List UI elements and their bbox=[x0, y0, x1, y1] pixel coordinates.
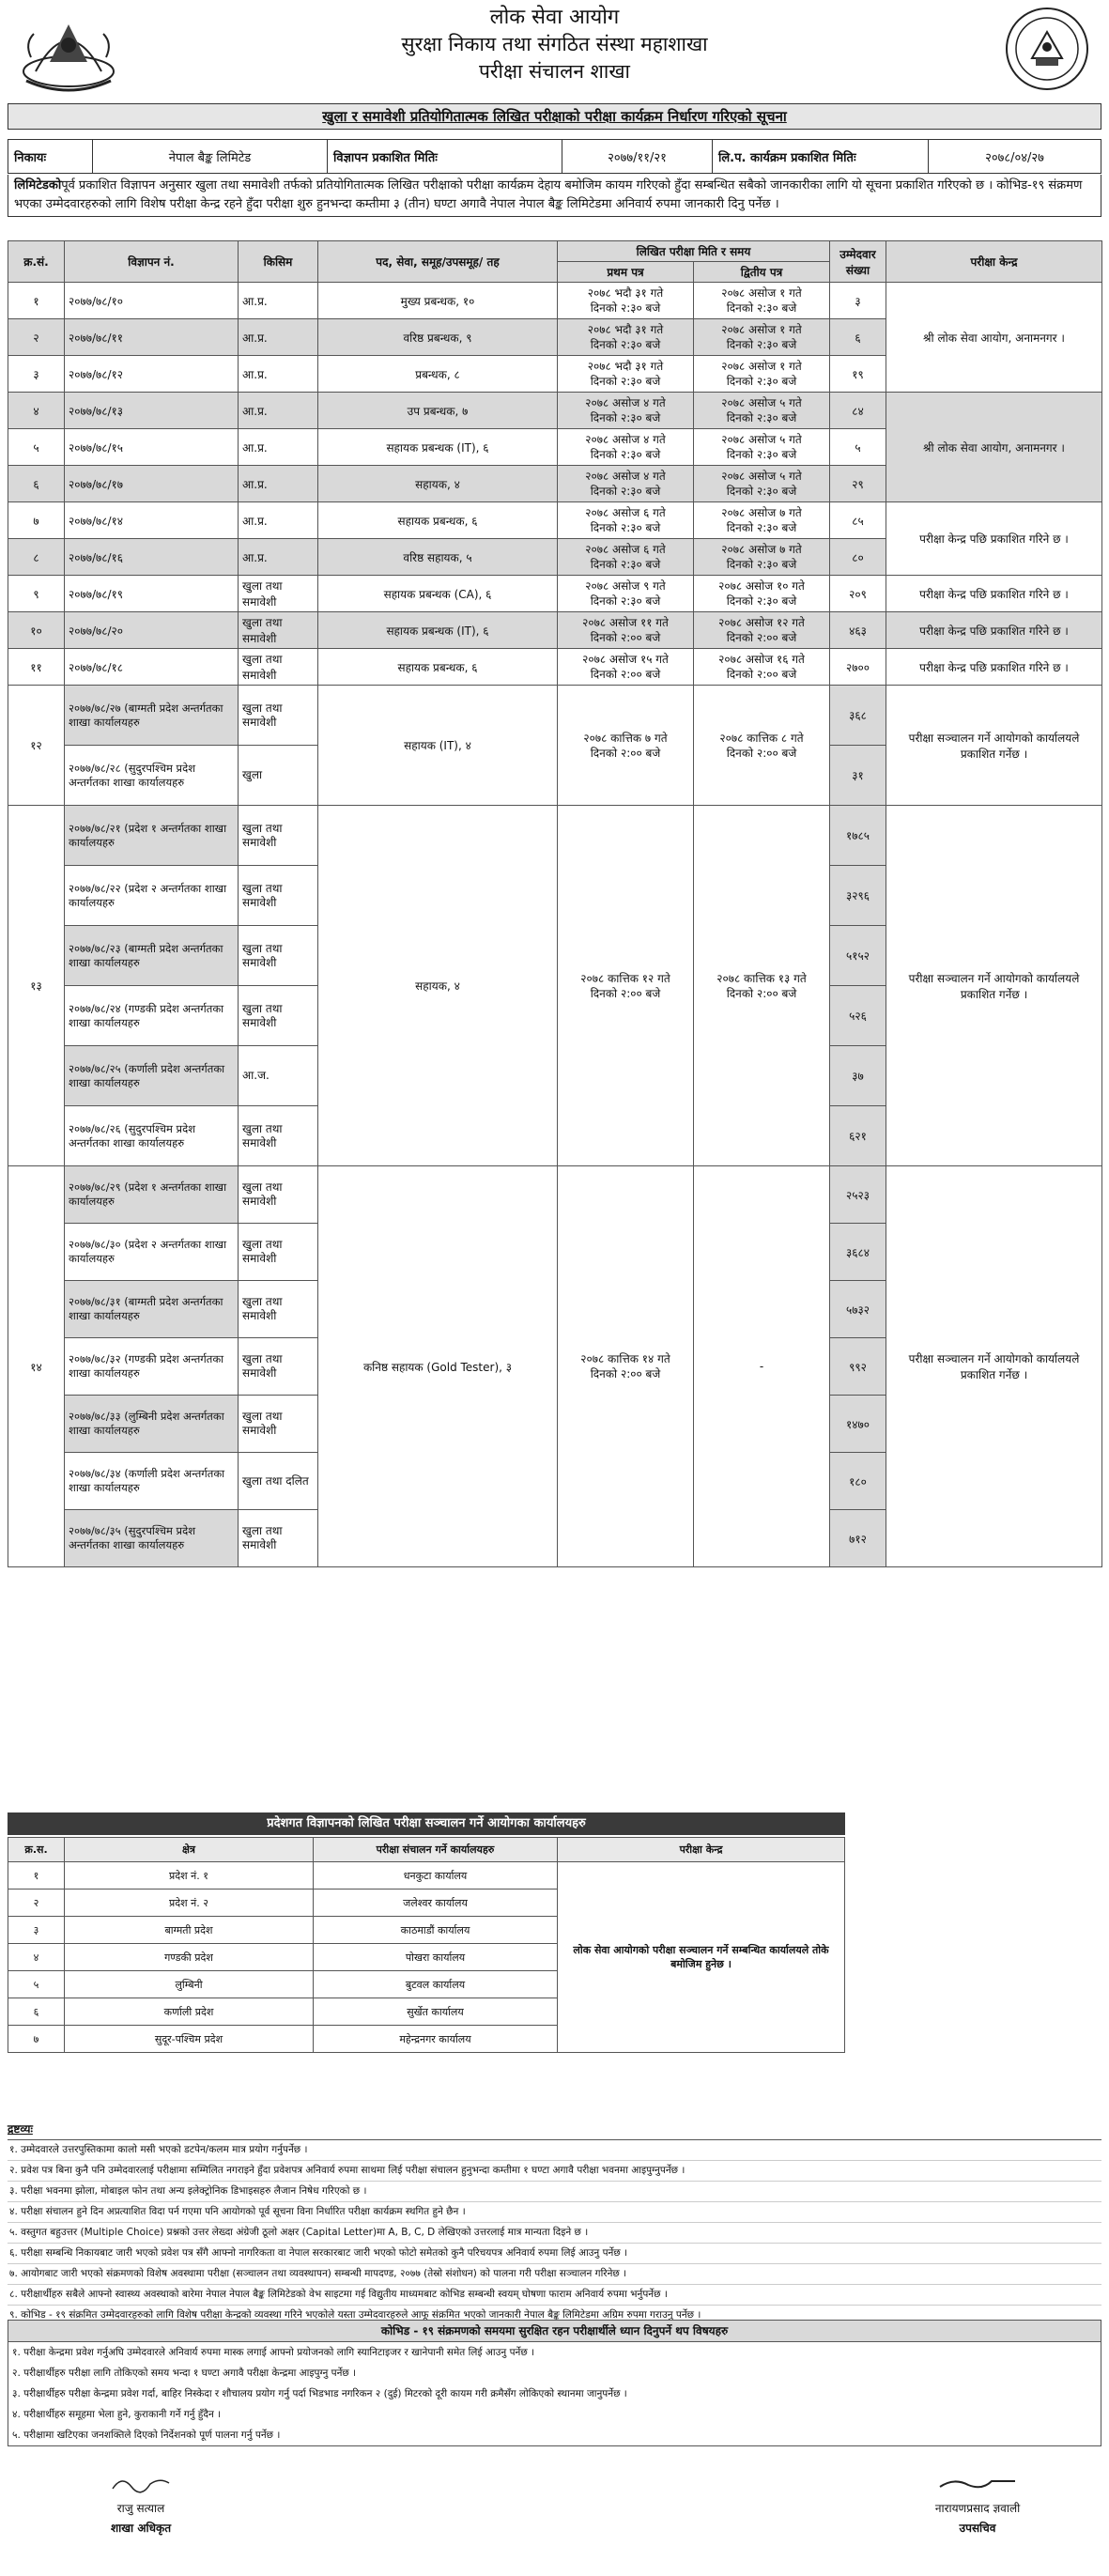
cell-count: ४६३ bbox=[830, 612, 886, 649]
prov-cell-sn: ५ bbox=[8, 1971, 65, 1998]
cell-count: ३६८ bbox=[830, 686, 886, 746]
table-row bbox=[8, 283, 1102, 319]
note-item: १. उम्मेदवारले उत्तरपुस्तिकामा कालो मसी भएको डटपेन/कलम मात्र प्रयोग गर्नुपर्नेछ । bbox=[8, 2140, 1101, 2161]
prov-cell-sn: ३ bbox=[8, 1917, 65, 1944]
covid-item: २. परीक्षार्थीहरु परीक्षा लागि तोकिएको समय भन्दा १ घण्टा अगावै परीक्षा केन्द्रमा आइपुग्नु पर्नेछ । bbox=[12, 2368, 357, 2379]
cell-paper2: २०७८ असोज १२ गते दिनको २:०० बजे bbox=[694, 612, 830, 649]
cell-adv: २०७७/७८/२८ (सुदुरपश्चिम प्रदेश अन्तर्गतका शाखा कार्यालयहरु bbox=[65, 746, 239, 806]
col-paper1: प्रथम पत्र bbox=[558, 262, 694, 283]
cell-sn: ८ bbox=[8, 539, 65, 576]
table-row bbox=[8, 649, 1102, 686]
col-sn: क्र.सं. bbox=[8, 241, 65, 283]
cell-count: ८५ bbox=[830, 502, 886, 539]
adv-date-label: विज्ञापन प्रकाशित मितिः bbox=[328, 140, 562, 174]
prov-cell-sn: २ bbox=[8, 1890, 65, 1917]
prov-cell-office: सुर्खेत कार्यालय bbox=[314, 1998, 558, 2026]
prov-cell-sn: ४ bbox=[8, 1944, 65, 1971]
division-title: सुरक्षा निकाय तथा संगठित संस्था महाशाखा bbox=[401, 33, 708, 55]
prov-cell-center: लोक सेवा आयोगको परीक्षा सञ्चालन गर्ने सम्बन्धित कार्यालयले तोके बमोजिम हुनेछ । bbox=[558, 1862, 845, 2053]
table-row bbox=[8, 576, 1102, 612]
cell-count: २०९ bbox=[830, 576, 886, 612]
cell-paper1: २०७८ असोज ४ गते दिनको २:३० बजे bbox=[558, 466, 694, 502]
cell-type: खुला bbox=[239, 746, 318, 806]
cell-type: खुला तथा समावेशी bbox=[239, 1510, 318, 1567]
prov-cell-region: गण्डकी प्रदेश bbox=[65, 1944, 314, 1971]
sched-date-label: लि.प. कार्यक्रम प्रकाशित मितिः bbox=[713, 140, 929, 174]
cell-paper2: २०७८ असोज १ गते दिनको २:३० बजे bbox=[694, 319, 830, 356]
cell-count: ३ bbox=[830, 283, 886, 319]
cell-count: ३१ bbox=[830, 746, 886, 806]
cell-paper1: २०७८ भदौ ३१ गते दिनको २:३० बजे bbox=[558, 356, 694, 393]
cell-count: ५१५२ bbox=[830, 926, 886, 986]
cell-paper1: २०७८ असोज ६ गते दिनको २:३० बजे bbox=[558, 502, 694, 539]
cell-sn: १२ bbox=[8, 686, 65, 806]
cell-adv: २०७७/७८/३१ (बाग्मती प्रदेश अन्तर्गतका शाखा कार्यालयहरु bbox=[65, 1281, 239, 1338]
prov-cell-region: प्रदेश नं. २ bbox=[65, 1890, 314, 1917]
cell-paper1: २०७८ भदौ ३१ गते दिनको २:३० बजे bbox=[558, 319, 694, 356]
psc-seal-icon bbox=[1004, 6, 1090, 92]
table-row bbox=[8, 1166, 1102, 1224]
prov-col-region: क्षेत्र bbox=[65, 1838, 314, 1862]
col-paper2: द्वितीय पत्र bbox=[694, 262, 830, 283]
covid-item: १. परीक्षा केन्द्रमा प्रवेश गर्नुअघि उम्मेदवारले अनिवार्य रुपमा मास्क लगाई आफ्नो प्रयोजनको लागि स्यानिटाइजर र खानेपानी समेत लिई आउनु पर्नेछ । bbox=[12, 2347, 535, 2358]
cell-paper2: २०७८ असोज १० गते दिनको २:३० बजे bbox=[694, 576, 830, 612]
cell-count: ८४ bbox=[830, 393, 886, 429]
cell-adv: २०७७/७८/३२ (गण्डकी प्रदेश अन्तर्गतका शाखा कार्यालयहरु bbox=[65, 1338, 239, 1396]
cell-type: खुला तथा समावेशी bbox=[239, 866, 318, 926]
province-table-title: प्रदेशगत विज्ञापनको लिखित परीक्षा सञ्चालन गर्ने आयोगका कार्यालयहरु bbox=[8, 1812, 845, 1835]
cell-type: आ.प्र. bbox=[239, 539, 318, 576]
cell-type: खुला तथा समावेशी bbox=[239, 926, 318, 986]
cell-type: आ.प्र. bbox=[239, 356, 318, 393]
cell-adv: २०७७/७८/३३ (लुम्बिनी प्रदेश अन्तर्गतका शाखा कार्यालयहरु bbox=[65, 1396, 239, 1453]
cell-center: श्री लोक सेवा आयोग, अनामनगर । bbox=[886, 393, 1102, 502]
org-label: निकायः bbox=[8, 140, 93, 174]
cell-paper2: २०७८ असोज ५ गते दिनको २:३० बजे bbox=[694, 429, 830, 466]
prov-cell-office: पोखरा कार्यालय bbox=[314, 1944, 558, 1971]
cell-type: खुला तथा समावेशी bbox=[239, 1396, 318, 1453]
cell-type: आ.प्र. bbox=[239, 393, 318, 429]
prov-cell-region: कर्णाली प्रदेश bbox=[65, 1998, 314, 2026]
prov-col-sn: क्र.स. bbox=[8, 1838, 65, 1862]
col-adv: विज्ञापन नं. bbox=[65, 241, 239, 283]
cell-count: ६ bbox=[830, 319, 886, 356]
cell-adv: २०७७/७८/१६ bbox=[65, 539, 239, 576]
col-count: उम्मेदवार संख्या bbox=[830, 241, 886, 283]
cell-adv: २०७७/७८/३० (प्रदेश २ अन्तर्गतका शाखा कार्यालयहरु bbox=[65, 1224, 239, 1281]
cell-sn: १३ bbox=[8, 806, 65, 1166]
cell-adv: २०७७/७८/२३ (बाग्मती प्रदेश अन्तर्गतका शाखा कार्यालयहरु bbox=[65, 926, 239, 986]
cell-adv: २०७७/७८/२५ (कर्णाली प्रदेश अन्तर्गतका शाखा कार्यालयहरु bbox=[65, 1046, 239, 1106]
cell-type: खुला तथा समावेशी bbox=[239, 576, 318, 612]
cell-type: खुला तथा दलित bbox=[239, 1453, 318, 1510]
notice-title: खुला र समावेशी प्रतियोगितात्मक लिखित परीक्षाको परीक्षा कार्यक्रम निर्धारण गरिएको सूचना bbox=[8, 103, 1101, 130]
prov-cell-sn: ७ bbox=[8, 2026, 65, 2053]
cell-adv: २०७७/७८/२४ (गण्डकी प्रदेश अन्तर्गतका शाखा कार्यालयहरु bbox=[65, 986, 239, 1046]
prov-cell-office: बुटवल कार्यालय bbox=[314, 1971, 558, 1998]
cell-count: ६२१ bbox=[830, 1106, 886, 1166]
cell-count: १७८५ bbox=[830, 806, 886, 866]
info-row bbox=[8, 139, 1101, 174]
note-item: ८. परीक्षार्थीहरु सबैले आफ्नो स्वास्थ्य अवस्थाको बारेमा नेपाल नेपाल बैङ्क लिमिटेडको वेभ साइटमा गई विद्युतीय माध्यमबाट कोभिड सम्बन्धी स्वयम् घोषणा फाराम अनिवार्य रुपमा भर्नुपर्नेछ । bbox=[8, 2285, 1101, 2306]
cell-count: ५७३२ bbox=[830, 1281, 886, 1338]
cell-post: सहायक प्रबन्धक (IT), ६ bbox=[318, 612, 558, 649]
cell-paper2: २०७८ कात्तिक १३ गते दिनको २:०० बजे bbox=[694, 806, 830, 1166]
note-item: ९. कोभिड - १९ संक्रमित उम्मेदवारहरुको लागि विशेष परीक्षा केन्द्रको व्यवस्था गरिने भएकोले यस्ता उम्मेदवारहरुले आफू संक्रमित भएको जानकारी नेपाल बैङ्क लिमिटेडमा अग्रिम रुपमा गराउनु पर्नेछ । bbox=[8, 2306, 1101, 2326]
cell-count: १८० bbox=[830, 1453, 886, 1510]
cell-paper1: २०७८ कात्तिक १४ गते दिनको २:०० बजे bbox=[558, 1166, 694, 1567]
cell-paper2: २०७८ असोज ७ गते दिनको २:३० बजे bbox=[694, 539, 830, 576]
col-center: परीक्षा केन्द्र bbox=[886, 241, 1102, 283]
table-row bbox=[8, 686, 1102, 746]
note-item: ४. परीक्षा संचालन हुने दिन अप्रत्याशित विदा पर्न गएमा पनि आयोगको पूर्व सूचना विना निर्धारित परीक्षा कार्यक्रम स्थगित हुने छैन । bbox=[8, 2202, 1101, 2223]
cell-sn: ७ bbox=[8, 502, 65, 539]
prov-cell-region: लुम्बिनी bbox=[65, 1971, 314, 1998]
cell-adv: २०७७/७८/३५ (सुदुरपश्चिम प्रदेश अन्तर्गतका शाखा कार्यालयहरु bbox=[65, 1510, 239, 1567]
cell-type: आ.प्र. bbox=[239, 283, 318, 319]
prov-cell-sn: ६ bbox=[8, 1998, 65, 2026]
cell-count: २७०० bbox=[830, 649, 886, 686]
cell-sn: ३ bbox=[8, 356, 65, 393]
cell-adv: २०७७/७८/२० bbox=[65, 612, 239, 649]
cell-adv: २०७७/७८/२२ (प्रदेश २ अन्तर्गतका शाखा कार्यालयहरु bbox=[65, 866, 239, 926]
cell-post: सहायक, ४ bbox=[318, 466, 558, 502]
table-row bbox=[8, 393, 1102, 429]
cell-post: सहायक प्रबन्धक, ६ bbox=[318, 502, 558, 539]
cell-adv: २०७७/७८/२९ (प्रदेश १ अन्तर्गतका शाखा कार्यालयहरु bbox=[65, 1166, 239, 1224]
cell-post: सहायक प्रबन्धक, ६ bbox=[318, 649, 558, 686]
intro-paragraph bbox=[8, 175, 1101, 217]
cell-adv: २०७७/७८/१५ bbox=[65, 429, 239, 466]
cell-count: ९९२ bbox=[830, 1338, 886, 1396]
cell-sn: १४ bbox=[8, 1166, 65, 1567]
col-type: किसिम bbox=[239, 241, 318, 283]
cell-adv: २०७७/७८/१३ bbox=[65, 393, 239, 429]
cell-post: मुख्य प्रबन्धक, १० bbox=[318, 283, 558, 319]
signer-right-role: उपसचिव bbox=[959, 2522, 996, 2535]
covid-item: ४. परीक्षार्थीहरु समूहमा भेला हुने, कुराकानी गर्ने गर्नु हुँदैन । bbox=[12, 2409, 222, 2420]
signer-left-role: शाखा अधिकृत bbox=[110, 2522, 172, 2535]
cell-adv: २०७७/७८/१४ bbox=[65, 502, 239, 539]
cell-center: परीक्षा सञ्चालन गर्ने आयोगको कार्यालयले प्रकाशित गर्नेछ । bbox=[886, 1166, 1102, 1567]
cell-paper2: २०७८ असोज ७ गते दिनको २:३० बजे bbox=[694, 502, 830, 539]
prov-cell-region: बाग्मती प्रदेश bbox=[65, 1917, 314, 1944]
cell-paper1: २०७८ भदौ ३१ गते दिनको २:३० बजे bbox=[558, 283, 694, 319]
cell-adv: २०७७/७८/११ bbox=[65, 319, 239, 356]
table-row bbox=[8, 806, 1102, 866]
cell-count: १९ bbox=[830, 356, 886, 393]
cell-paper2: २०७८ कात्तिक ८ गते दिनको २:०० बजे bbox=[694, 686, 830, 806]
cell-post: वरिष्ठ सहायक, ५ bbox=[318, 539, 558, 576]
prov-col-office: परीक्षा संचालन गर्ने कार्यालयहरु bbox=[314, 1838, 558, 1862]
cell-post: वरिष्ठ प्रबन्धक, ९ bbox=[318, 319, 558, 356]
cell-sn: ९ bbox=[8, 576, 65, 612]
signer-right-name: नारायणप्रसाद ज्ञवाली bbox=[934, 2502, 1021, 2515]
cell-paper2: २०७८ असोज १ गते दिनको २:३० बजे bbox=[694, 356, 830, 393]
signature-right bbox=[874, 2470, 1081, 2537]
intro-text: पूर्व प्रकाशित विज्ञापन अनुसार खुला तथा समावेशी तर्फको प्रतियोगितात्मक लिखित परीक्षाको परीक्षा कार्यक्रम देहाय बमोजिम कायम गरिएको हुँदा सम्बन्धित सबैको जानकारीका लागि यो सूचना प्रकाशित गरिएको छ । कोभिड-१९ संक्रमण भएका उम्मेदवारहरुको लागि विशेष परीक्षा केन्द्र रहने हुँदा परीक्षा शुरु हुनभन्दा कम्तीमा ३ (तीन) घण्टा अगावै नेपाल नेपाल बैङ्क लिमिटेडमा अनिवार्य रुपमा जानकारी दिनु पर्नेछ । bbox=[14, 178, 1083, 211]
cell-type: खुला तथा समावेशी bbox=[239, 986, 318, 1046]
note-item: ६. परीक्षा सम्बन्धि निकायबाट जारी भएको प्रवेश पत्र सँगै आफ्नो नागरिकता वा नेपाल सरकारबाट जारी भएको फोटो समेतको कुनै परिचयपत्र अनिवार्य रुपमा लिई आउनु पर्नेछ । bbox=[8, 2244, 1101, 2264]
cell-sn: १० bbox=[8, 612, 65, 649]
header bbox=[0, 0, 1109, 94]
cell-paper1: २०७८ असोज ९ गते दिनको २:३० बजे bbox=[558, 576, 694, 612]
col-date: लिखित परीक्षा मिति र समय bbox=[558, 241, 830, 262]
covid-list bbox=[8, 2342, 1101, 2445]
cell-adv: २०७७/७८/१२ bbox=[65, 356, 239, 393]
signature-left bbox=[38, 2470, 244, 2537]
col-post: पद, सेवा, समूह/उपसमूह/ तह bbox=[318, 241, 558, 283]
prov-cell-sn: १ bbox=[8, 1862, 65, 1890]
cell-sn: २ bbox=[8, 319, 65, 356]
cell-adv: २०७७/७८/१९ bbox=[65, 576, 239, 612]
cell-type: आ.ज. bbox=[239, 1046, 318, 1106]
notes-list bbox=[8, 2139, 1101, 2326]
signer-left-name: राजु सत्याल bbox=[116, 2502, 165, 2515]
table-row bbox=[8, 612, 1102, 649]
note-item: ३. परीक्षा भवनमा झोला, मोबाइल फोन तथा अन्य इलेक्ट्रोनिक डिभाइसहरु लैजान निषेध गरिएको छ । bbox=[8, 2182, 1101, 2202]
cell-type: खुला तथा समावेशी bbox=[239, 649, 318, 686]
cell-type: खुला तथा समावेशी bbox=[239, 1281, 318, 1338]
note-item: ७. आयोगबाट जारी भएको संक्रमणको विशेष अवस्थामा परीक्षा (सञ्चालन तथा व्यवस्थापन) सम्बन्धी मापदण्ड, २०७७ (तेस्रो संशोधन) को पालना गरी परीक्षा सञ्चालन गरिनेछ । bbox=[8, 2264, 1101, 2285]
cell-count: ८० bbox=[830, 539, 886, 576]
cell-type: खुला तथा समावेशी bbox=[239, 686, 318, 746]
prov-cell-office: काठमाडौं कार्यालय bbox=[314, 1917, 558, 1944]
signature-mark-icon bbox=[935, 2470, 1020, 2498]
sched-date-value: २०७८/०४/२७ bbox=[929, 140, 1101, 174]
cell-count: ७१२ bbox=[830, 1510, 886, 1567]
cell-paper2: २०७८ असोज १ गते दिनको २:३० बजे bbox=[694, 283, 830, 319]
cell-type: खुला तथा समावेशी bbox=[239, 612, 318, 649]
cell-post: कनिष्ठ सहायक (Gold Tester), ३ bbox=[318, 1166, 558, 1567]
cell-paper1: २०७८ कात्तिक ७ गते दिनको २:०० बजे bbox=[558, 686, 694, 806]
province-table bbox=[8, 1837, 845, 2053]
cell-type: आ.प्र. bbox=[239, 466, 318, 502]
prov-cell-office: जलेश्वर कार्यालय bbox=[314, 1890, 558, 1917]
cell-post: उप प्रबन्धक, ७ bbox=[318, 393, 558, 429]
cell-type: आ.प्र. bbox=[239, 319, 318, 356]
cell-adv: २०७७/७८/१८ bbox=[65, 649, 239, 686]
org-title: लोक सेवा आयोग bbox=[489, 6, 620, 29]
cell-adv: २०७७/७८/२६ (सुदुरपश्चिम प्रदेश अन्तर्गतका शाखा कार्यालयहरु bbox=[65, 1106, 239, 1166]
cell-paper1: २०७८ असोज ४ गते दिनको २:३० बजे bbox=[558, 429, 694, 466]
cell-sn: ५ bbox=[8, 429, 65, 466]
cell-adv: २०७७/७८/१७ bbox=[65, 466, 239, 502]
cell-type: आ.प्र. bbox=[239, 502, 318, 539]
cell-post: प्रबन्धक, ८ bbox=[318, 356, 558, 393]
note-item: ५. वस्तुगत बहुउत्तर (Multiple Choice) प्रश्नको उत्तर लेख्दा अंग्रेजी ठूलो अक्षर (Capital Letter)मा A, B, C, D लेखिएको उत्तरलाई मात्र मान्यता दिइने छ । bbox=[8, 2223, 1101, 2244]
cell-post: सहायक, ४ bbox=[318, 806, 558, 1166]
cell-adv: २०७७/७८/२७ (बाग्मती प्रदेश अन्तर्गतका शाखा कार्यालयहरु bbox=[65, 686, 239, 746]
cell-count: ३६८४ bbox=[830, 1224, 886, 1281]
cell-count: ३७ bbox=[830, 1046, 886, 1106]
cell-center: परीक्षा केन्द्र पछि प्रकाशित गरिने छ । bbox=[886, 576, 1102, 612]
covid-box bbox=[8, 2320, 1101, 2446]
cell-paper2: २०७८ असोज ५ गते दिनको २:३० बजे bbox=[694, 466, 830, 502]
cell-sn: ६ bbox=[8, 466, 65, 502]
cell-paper2: २०७८ असोज ५ गते दिनको २:३० बजे bbox=[694, 393, 830, 429]
prov-row bbox=[8, 1862, 845, 1890]
cell-paper1: २०७८ असोज ६ गते दिनको २:३० बजे bbox=[558, 539, 694, 576]
prov-cell-office: धनकुटा कार्यालय bbox=[314, 1862, 558, 1890]
cell-type: खुला तथा समावेशी bbox=[239, 806, 318, 866]
cell-paper2: २०७८ असोज १६ गते दिनको २:०० बजे bbox=[694, 649, 830, 686]
prov-cell-region: प्रदेश नं. १ bbox=[65, 1862, 314, 1890]
cell-paper2: - bbox=[694, 1166, 830, 1567]
org-value: नेपाल बैङ्क लिमिटेड bbox=[93, 140, 328, 174]
cell-center: परीक्षा केन्द्र पछि प्रकाशित गरिने छ । bbox=[886, 612, 1102, 649]
cell-sn: १ bbox=[8, 283, 65, 319]
cell-center: श्री लोक सेवा आयोग, अनामनगर । bbox=[886, 283, 1102, 393]
prov-cell-region: सुदूर-पश्चिम प्रदेश bbox=[65, 2026, 314, 2053]
cell-post: सहायक प्रबन्धक (IT), ६ bbox=[318, 429, 558, 466]
covid-item: ५. परीक्षामा खटिएका जनशक्तिले दिएको निर्देशनको पूर्ण पालना गर्नु पर्नेछ । bbox=[12, 2429, 281, 2441]
cell-type: खुला तथा समावेशी bbox=[239, 1106, 318, 1166]
prov-col-center: परीक्षा केन्द्र bbox=[558, 1838, 845, 1862]
cell-paper1: २०७८ असोज ४ गते दिनको २:३० बजे bbox=[558, 393, 694, 429]
cell-sn: ११ bbox=[8, 649, 65, 686]
cell-paper1: २०७८ असोज १५ गते दिनको २:०० बजे bbox=[558, 649, 694, 686]
cell-center: परीक्षा केन्द्र पछि प्रकाशित गरिने छ । bbox=[886, 649, 1102, 686]
cell-paper1: २०७८ कात्तिक १२ गते दिनको २:०० बजे bbox=[558, 806, 694, 1166]
cell-type: खुला तथा समावेशी bbox=[239, 1166, 318, 1224]
cell-count: ३२९६ bbox=[830, 866, 886, 926]
cell-type: आ.प्र. bbox=[239, 429, 318, 466]
prov-cell-office: महेन्द्रनगर कार्यालय bbox=[314, 2026, 558, 2053]
covid-item: ३. परीक्षार्थीहरु परीक्षा केन्द्रमा प्रवेश गर्दा, बाहिर निस्केदा र शौचालय प्रयोग गर्नु पर्दा भिडभाड नगरिकन २ (दुई) मिटरको दूरी कायम गरी क्रमैसँग लोकिएको स्थानमा जानुपर्नेछ । bbox=[12, 2388, 627, 2399]
cell-paper1: २०७८ असोज ११ गते दिनको २:०० बजे bbox=[558, 612, 694, 649]
cell-adv: २०७७/७८/२१ (प्रदेश १ अन्तर्गतका शाखा कार्यालयहरु bbox=[65, 806, 239, 866]
cell-adv: २०७७/७८/३४ (कर्णाली प्रदेश अन्तर्गतका शाखा कार्यालयहरु bbox=[65, 1453, 239, 1510]
cell-post: सहायक (IT), ४ bbox=[318, 686, 558, 806]
note-item: २. प्रवेश पत्र बिना कुनै पनि उम्मेदवारलाई परीक्षामा सम्मिलित नगराइने हुँदा प्रवेशपत्र अनिवार्य रुपमा साथमा लिई परीक्षा संचालन हुनुभन्दा कम्तीमा १ घण्टा अगावै परीक्षा भवनमा आइपुग्नुपर्नेछ । bbox=[8, 2161, 1101, 2182]
cell-count: ५२६ bbox=[830, 986, 886, 1046]
cell-center: परीक्षा सञ्चालन गर्ने आयोगको कार्यालयले प्रकाशित गर्नेछ । bbox=[886, 806, 1102, 1166]
table-row bbox=[8, 502, 1102, 539]
cell-adv: २०७७/७८/१० bbox=[65, 283, 239, 319]
notes-title: द्रष्टव्यः bbox=[8, 2122, 33, 2136]
cell-post: सहायक प्रबन्धक (CA), ६ bbox=[318, 576, 558, 612]
adv-date-value: २०७७/११/२१ bbox=[562, 140, 713, 174]
cell-center: परीक्षा सञ्चालन गर्ने आयोगको कार्यालयले प्रकाशित गर्नेछ । bbox=[886, 686, 1102, 806]
cell-count: १४७० bbox=[830, 1396, 886, 1453]
cell-center: परीक्षा केन्द्र पछि प्रकाशित गरिने छ । bbox=[886, 502, 1102, 576]
cell-count: २९ bbox=[830, 466, 886, 502]
cell-sn: ४ bbox=[8, 393, 65, 429]
covid-title: कोभिड - १९ संक्रमणको समयमा सुरक्षित रहन परीक्षार्थीले ध्यान दिनुपर्ने थप विषयहरु bbox=[8, 2321, 1101, 2342]
cell-count: ५ bbox=[830, 429, 886, 466]
signature-mark-icon bbox=[108, 2470, 174, 2498]
cell-type: खुला तथा समावेशी bbox=[239, 1224, 318, 1281]
section-title: परीक्षा संचालन शाखा bbox=[478, 60, 630, 83]
schedule-table bbox=[8, 240, 1102, 1567]
cell-type: खुला तथा समावेशी bbox=[239, 1338, 318, 1396]
cell-count: २५२३ bbox=[830, 1166, 886, 1224]
intro-bold: लिमिटेडको bbox=[14, 178, 62, 193]
